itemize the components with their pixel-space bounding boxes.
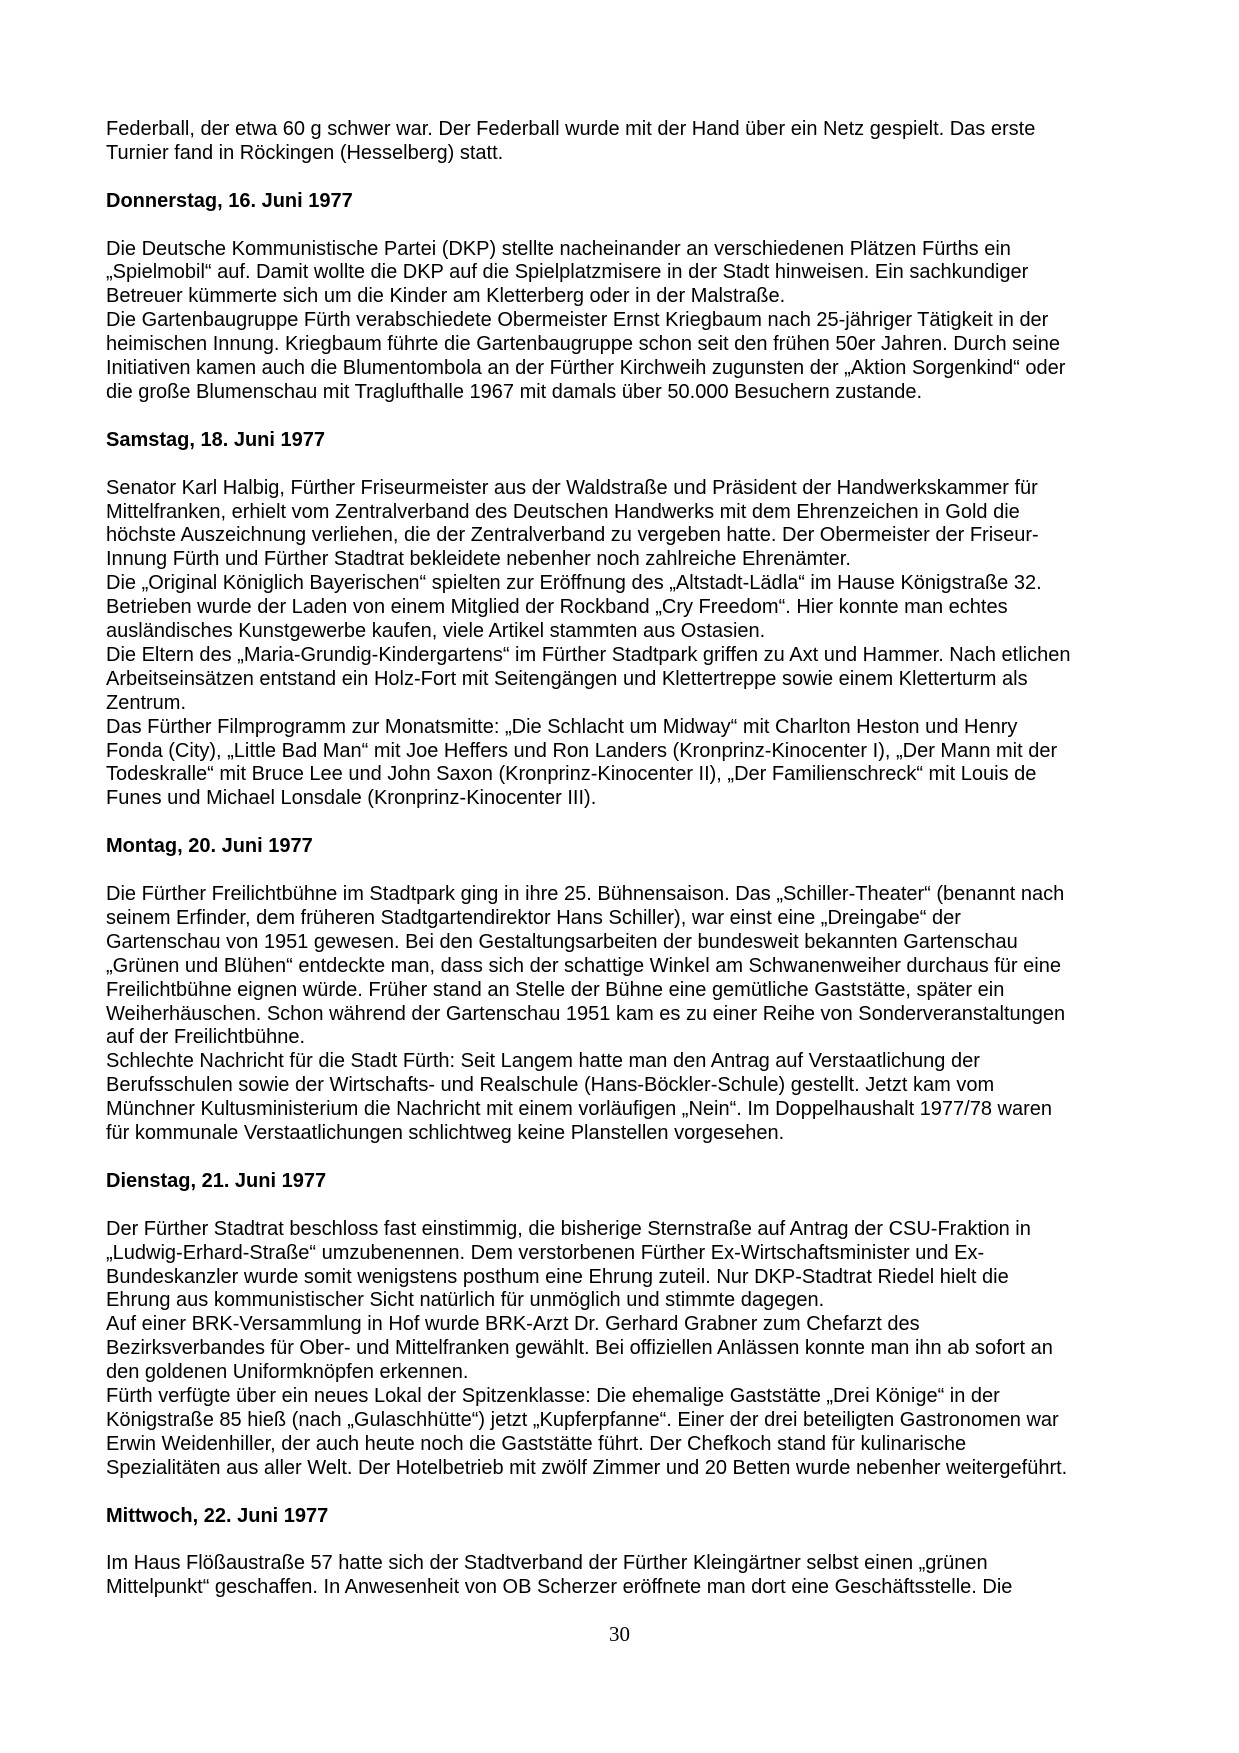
text-line: auf der Freilichtbühne.	[106, 1026, 306, 1049]
text-line: Weiherhäuschen. Schon während der Gartenschau 1951 kam es zu einer Reihe von Sonderveranstaltungen	[106, 1002, 1066, 1025]
text-line: die große Blumenschau mit Traglufthalle 1967 mit damals über 50.000 Besuchern zustande.	[106, 380, 923, 403]
text-line: Senator Karl Halbig, Fürther Friseurmeister aus der Waldstraße und Präsident der Handwerkskammer für	[106, 476, 1038, 499]
section-heading: Samstag, 18. Juni 1977	[106, 428, 326, 451]
blank-line	[106, 214, 1036, 238]
text-line: seinem Erfinder, dem früheren Stadtgartendirektor Hans Schiller), war einst eine „Dreingabe“ der	[106, 906, 961, 929]
text-line: Mittelpunkt“ geschaffen. In Anwesenheit von OB Scherzer eröffnete man dort eine Geschäftsstelle. Die	[106, 1576, 1013, 1599]
text-line: „Ludwig-Erhard-Straße“ umzubenennen. Dem verstorbenen Fürther Ex-Wirtschaftsminister und Ex-	[106, 1241, 985, 1264]
blank-line	[106, 859, 1036, 883]
section-heading: Dienstag, 21. Juni 1977	[106, 1169, 327, 1192]
text-line: Die „Original Königlich Bayerischen“ spielten zur Eröffnung des „Altstadt-Lädla“ im Hause Königstraße 32.	[106, 572, 1042, 595]
blank-line	[106, 405, 1036, 429]
page-number: 30	[609, 1622, 630, 1646]
text-line: Betreuer kümmerte sich um die Kinder am Kletterberg oder in der Malstraße.	[106, 285, 786, 308]
text-line: Die Gartenbaugruppe Fürth verabschiedete Obermeister Ernst Kriegbaum nach 25-jähriger Tätigkeit in der	[106, 309, 1049, 332]
text-line: Fürth verfügte über ein neues Lokal der Spitzenklasse: Die ehemalige Gaststätte „Drei Könige“ in der	[106, 1385, 1000, 1408]
section-heading: Mittwoch, 22. Juni 1977	[106, 1504, 329, 1527]
text-line: Bundeskanzler wurde somit wenigstens posthum eine Ehrung zuteil. Nur DKP-Stadtrat Riedel hielt die	[106, 1265, 1009, 1288]
text-line: Arbeitseinsätzen entstand ein Holz-Fort mit Seitengängen und Klettertreppe sowie einem Kletterturm als	[106, 667, 1028, 690]
blank-line	[106, 1146, 1036, 1170]
blank-line	[106, 453, 1036, 477]
text-line: Gartenschau von 1951 gewesen. Bei den Gestaltungsarbeiten der bundesweit bekannten Gartenschau	[106, 930, 1018, 953]
text-line: Zentrum.	[106, 691, 187, 714]
text-line: Münchner Kultusministerium die Nachricht mit einem vorläufigen „Nein“. Im Doppelhaushalt 1977/78 waren	[106, 1098, 1053, 1121]
text-line: Todeskralle“ mit Bruce Lee und John Saxon (Kronprinz-Kinocenter II), „Der Familienschreck“ mit Louis de	[106, 763, 1037, 786]
text-line: Das Fürther Filmprogramm zur Monatsmitte: „Die Schlacht um Midway“ mit Charlton Heston und Henry	[106, 715, 1018, 738]
text-line: Die Deutsche Kommunistische Partei (DKP) stellte nacheinander an verschiedenen Plätzen Fürths ein	[106, 237, 1011, 260]
text-line: den goldenen Uniformknöpfen erkennen.	[106, 1361, 469, 1384]
section-heading: Montag, 20. Juni 1977	[106, 835, 313, 858]
blank-line	[106, 1194, 1036, 1218]
text-line: Königstraße 85 hieß (nach „Gulaschhütte“) jetzt „Kupferpfanne“. Einer der drei beteiligten Gastronomen war	[106, 1408, 1059, 1431]
text-line: Der Fürther Stadtrat beschloss fast einstimmig, die bisherige Sternstraße auf Antrag der CSU-Fraktion in	[106, 1217, 1031, 1240]
blank-line	[106, 1481, 1036, 1505]
blank-line	[106, 1528, 1036, 1552]
text-line: Auf einer BRK-Versammlung in Hof wurde BRK-Arzt Dr. Gerhard Grabner zum Chefarzt des	[106, 1313, 920, 1336]
section-heading: Donnerstag, 16. Juni 1977	[106, 189, 353, 212]
text-line: Berufsschulen sowie der Wirtschafts- und Realschule (Hans-Böckler-Schule) gestellt. Jetzt kam vom	[106, 1074, 995, 1097]
text-line: Freilichtbühne eignen würde. Früher stand an Stelle der Bühne eine gemütliche Gaststätte, später ein	[106, 978, 1005, 1001]
text-line: Funes und Michael Lonsdale (Kronprinz-Kinocenter III).	[106, 787, 597, 810]
text-line: Fonda (City), „Little Bad Man“ mit Joe Heffers und Ron Landers (Kronprinz-Kinocenter I), „Der Mann mit der	[106, 739, 1058, 762]
text-line: Bezirksverbandes für Ober- und Mittelfranken gewählt. Bei offiziellen Anlässen konnte man ihn ab sofort an	[106, 1337, 1053, 1360]
text-line: für kommunale Verstaatlichungen schlichtweg keine Planstellen vorgesehen.	[106, 1122, 785, 1145]
blank-line	[106, 166, 1036, 190]
text-line: Die Eltern des „Maria-Grundig-Kindergartens“ im Fürther Stadtpark griffen zu Axt und Hammer. Nach etlichen	[106, 643, 1071, 666]
text-line: Die Fürther Freilichtbühne im Stadtpark ging in ihre 25. Bühnensaison. Das „Schiller-Theater“ (benannt nach	[106, 883, 1065, 905]
text-line: Im Haus Flößaustraße 57 hatte sich der Stadtverband der Fürther Kleingärtner selbst einen „grünen	[106, 1552, 988, 1575]
text-line: Innung Fürth und Fürther Stadtrat bekleidete nebenher noch zahlreiche Ehrenämter.	[106, 548, 851, 571]
text-line: Turnier fand in Röckingen (Hesselberg) statt.	[106, 141, 504, 164]
text-line: „Spielmobil“ auf. Damit wollte die DKP auf die Spielplatzmisere in der Stadt hinweisen. Ein sachkundiger	[106, 261, 1029, 284]
text-line: Erwin Weidenhiller, der auch heute noch die Gaststätte führt. Der Chefkoch stand für kulinarische	[106, 1432, 967, 1455]
text-line: Schlechte Nachricht für die Stadt Fürth: Seit Langem hatte man den Antrag auf Verstaatlichung der	[106, 1050, 980, 1073]
text-line: Betrieben wurde der Laden von einem Mitglied der Rockband „Cry Freedom“. Hier konnte man echtes	[106, 596, 1008, 619]
text-line: heimischen Innung. Kriegbaum führte die Gartenbaugruppe schon seit den frühen 50er Jahren. Durch seine	[106, 333, 1060, 356]
blank-line	[106, 811, 1036, 835]
document-body	[106, 118, 1071, 1600]
text-line: „Grünen und Blühen“ entdeckte man, dass sich der schattige Winkel am Schwanenweiher durchaus für eine	[106, 954, 1061, 977]
text-line: Initiativen kamen auch die Blumentombola an der Fürther Kirchweih zugunsten der „Aktion Sorgenkind“ oder	[106, 357, 1066, 380]
text-line: höchste Auszeichnung verliehen, die der Zentralverband zu vergeben hatte. Der Obermeister der Friseur-	[106, 524, 1039, 547]
text-line: ausländisches Kunstgewerbe kaufen, viele Artikel stammten aus Ostasien.	[106, 620, 766, 643]
text-line: Ehrung aus kommunistischer Sicht natürlich für unmöglich und stimmte dagegen.	[106, 1289, 825, 1312]
text-line: Mittelfranken, erhielt vom Zentralverband des Deutschen Handwerks mit dem Ehrenzeichen in Gold die	[106, 500, 1020, 523]
text-line: Federball, der etwa 60 g schwer war. Der Federball wurde mit der Hand über ein Netz gespielt. Das erste	[106, 118, 1036, 140]
text-line: Spezialitäten aus aller Welt. Der Hotelbetrieb mit zwölf Zimmer und 20 Betten wurde nebenher weitergeführt.	[106, 1456, 1068, 1479]
